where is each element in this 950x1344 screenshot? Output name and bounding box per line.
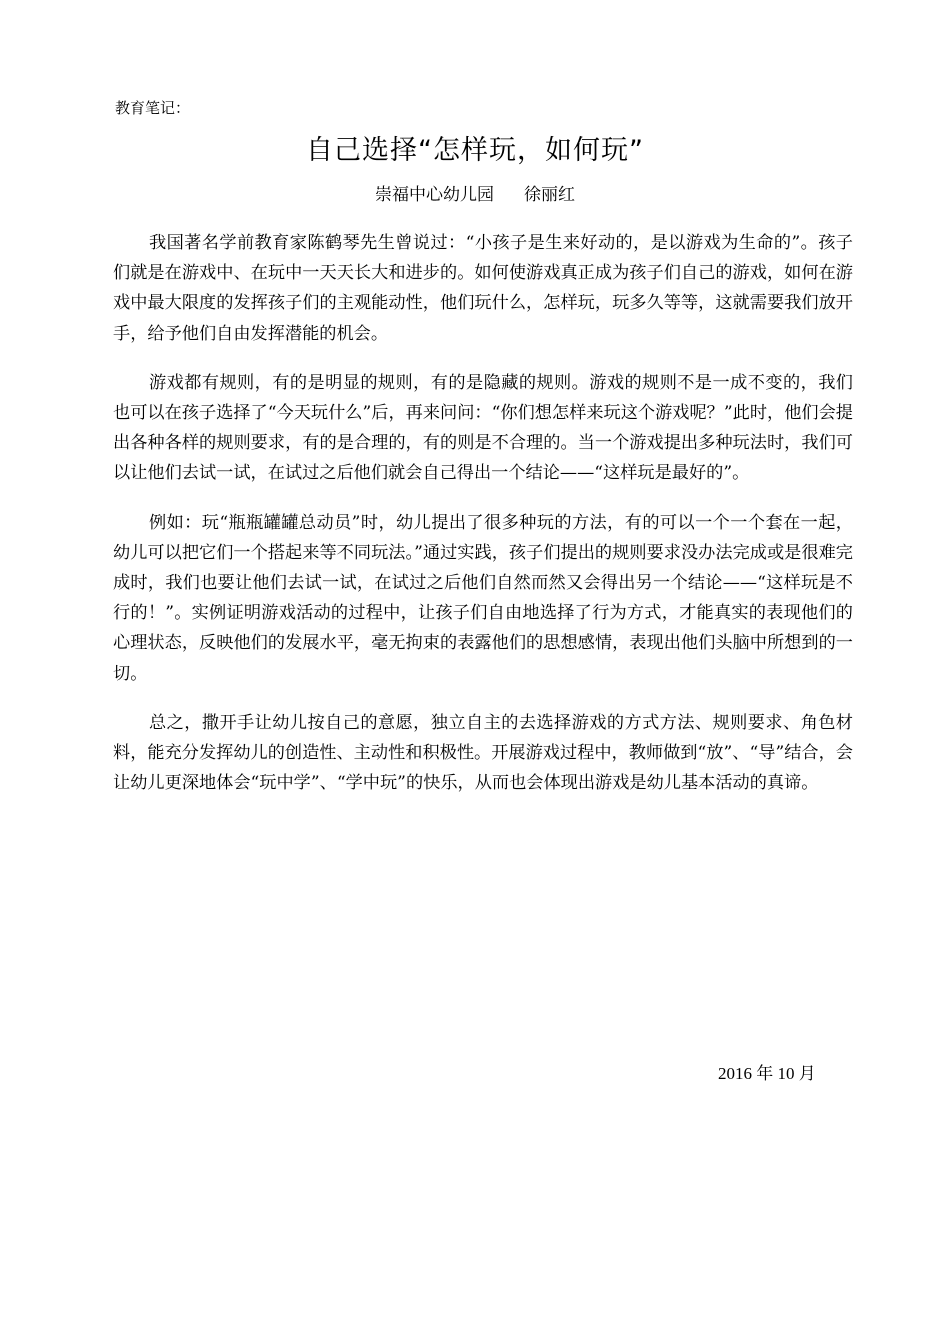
byline-author: 徐丽红 xyxy=(524,185,575,205)
paragraph-1: 我国著名学前教育家陈鹤琴先生曾说过：“小孩子是生来好动的，是以游戏为生命的”。孩子们就是在游戏中、在玩中一天天长大和进步的。如何使游戏真正成为孩子们自己的游戏，如何在游戏中最大限度的发挥孩子们的主观能动性，他们玩什么，怎样玩，玩多久等等，这就需要我们放开手，给予他们自由发挥潜能的机会。 xyxy=(113,233,853,344)
paragraph-4: 总之，撒开手让幼儿按自己的意愿，独立自主的去选择游戏的方式方法、规则要求、角色材料，能充分发挥幼儿的创造性、主动性和积极性。开展游戏过程中，教师做到“放”、“导”结合，会让幼儿更深地体会“玩中学”、“学中玩”的快乐，从而也会体现出游戏是幼儿基本活动的真谛。 xyxy=(113,712,853,794)
document-date: 2016 年 10 月 xyxy=(718,1064,816,1083)
paragraph-3: 例如：玩“瓶瓶罐罐总动员”时，幼儿提出了很多种玩的方法，有的可以一个一个套在一起，幼儿可以把它们一个搭起来等不同玩法。”通过实践，孩子们提出的规则要求没办法完成或是很难完成时，我们也要让他们去试一试，在试过之后他们自然而然又会得出另一个结论——“这样玩是不行的！”。实例证明游戏活动的过程中，让孩子们自由地选择了行为方式，才能真实的表现他们的心理状态，反映他们的发展水平，毫无拘束的表露他们的思想感情，表现出他们头脑中所想到的一切。 xyxy=(113,512,853,684)
document-label: 教育笔记： xyxy=(115,99,191,117)
document-title: 自己选择“怎样玩，如何玩” xyxy=(306,135,644,166)
byline xyxy=(0,181,950,209)
byline-school: 崇福中心幼儿园 xyxy=(375,185,494,205)
paragraph-2: 游戏都有规则，有的是明显的规则，有的是隐藏的规则。游戏的规则不是一成不变的，我们也可以在孩子选择了“今天玩什么”后，再来问问：“你们想怎样来玩这个游戏呢？”此时，他们会提出各种各样的规则要求，有的是合理的，有的则是不合理的。当一个游戏提出多种玩法时，我们可以让他们去试一试，在试过之后他们就会自己得出一个结论——“这样玩是最好的”。 xyxy=(113,372,853,484)
document-body xyxy=(113,228,853,817)
